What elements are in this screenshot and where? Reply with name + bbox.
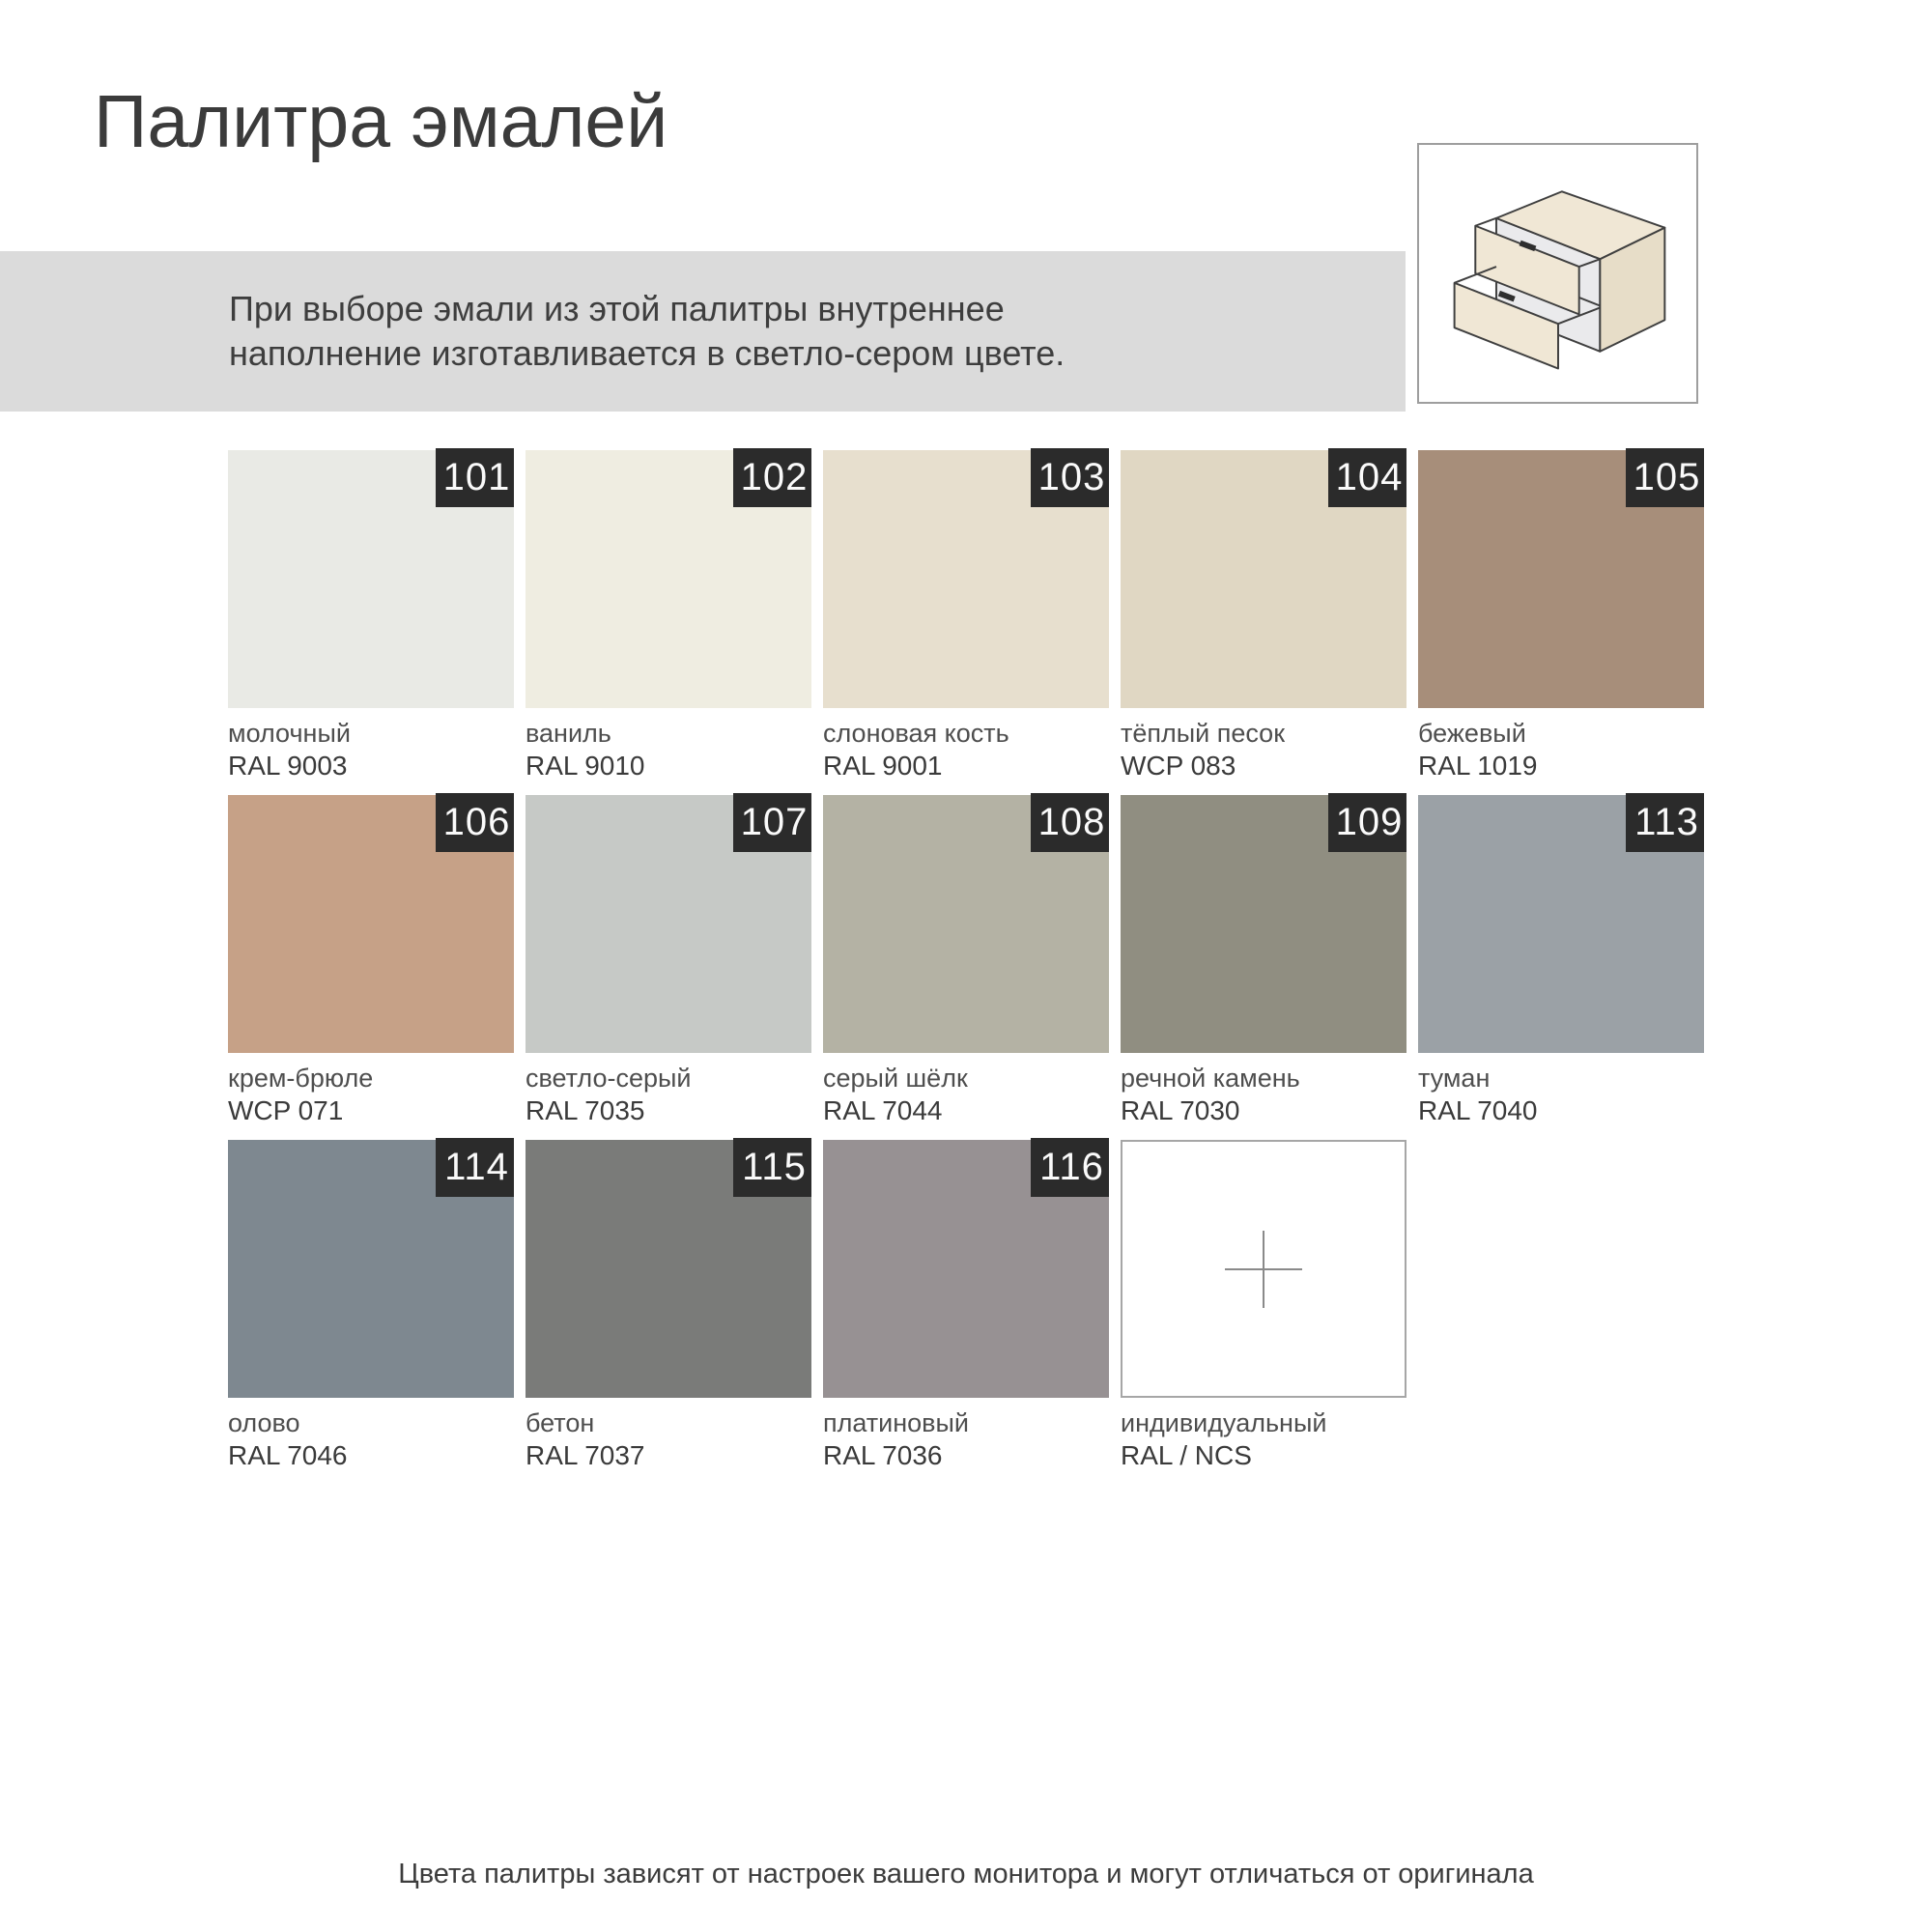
swatch-number-badge: 103 xyxy=(1031,448,1109,507)
swatch-number-badge: 116 xyxy=(1031,1138,1109,1197)
swatch-name: ваниль xyxy=(526,719,611,748)
swatch-code: RAL 7044 xyxy=(823,1095,943,1125)
swatch-cell-116 xyxy=(823,1140,1109,1472)
color-swatch xyxy=(1121,450,1406,708)
plus-icon xyxy=(1263,1231,1264,1308)
swatch-cell-114 xyxy=(228,1140,514,1472)
swatch-cell-104 xyxy=(1121,450,1406,782)
swatch-number-badge: 104 xyxy=(1328,448,1406,507)
color-swatch xyxy=(823,450,1109,708)
color-swatch xyxy=(526,795,811,1053)
swatch-code: RAL 9001 xyxy=(823,751,943,781)
swatch-name: крем-брюле xyxy=(228,1064,374,1093)
swatch-name: молочный xyxy=(228,719,351,748)
swatch-name: туман xyxy=(1418,1064,1491,1093)
info-banner-line2: наполнение изготавливается в светло-сером цвете. xyxy=(229,333,1065,373)
swatch-code: RAL 7040 xyxy=(1418,1095,1538,1125)
swatch-cell-115 xyxy=(526,1140,811,1472)
swatch-name: индивидуальный xyxy=(1121,1408,1327,1437)
swatch-number-badge: 113 xyxy=(1626,793,1704,852)
swatch-number-badge: 106 xyxy=(436,793,514,852)
swatch-number-badge: 107 xyxy=(733,793,811,852)
swatch-name: серый шёлк xyxy=(823,1064,968,1093)
color-swatch xyxy=(823,1140,1109,1398)
swatch-code: RAL 7030 xyxy=(1121,1095,1240,1125)
color-swatch xyxy=(228,795,514,1053)
swatch-cell-105 xyxy=(1418,450,1704,782)
swatch-code: RAL 7036 xyxy=(823,1440,943,1470)
info-banner xyxy=(0,251,1406,412)
drawer-cabinet-icon xyxy=(1419,145,1696,402)
swatch-code: RAL / NCS xyxy=(1121,1440,1252,1470)
swatch-cell-108 xyxy=(823,795,1109,1127)
swatch-number-badge: 108 xyxy=(1031,793,1109,852)
swatch-number-badge: 115 xyxy=(733,1138,811,1197)
color-swatch xyxy=(526,1140,811,1398)
page-title: Палитра эмалей xyxy=(94,80,668,163)
swatch-cell-101 xyxy=(228,450,514,782)
swatch-cell-custom xyxy=(1121,1140,1406,1472)
swatch-cell-103 xyxy=(823,450,1109,782)
swatch-cell-113 xyxy=(1418,795,1704,1127)
swatch-name: бежевый xyxy=(1418,719,1526,748)
color-swatch xyxy=(1418,795,1704,1053)
swatch-code: RAL 1019 xyxy=(1418,751,1538,781)
swatch-name: бетон xyxy=(526,1408,595,1437)
swatch-number-badge: 109 xyxy=(1328,793,1406,852)
swatch-code: RAL 9003 xyxy=(228,751,348,781)
swatch-code: WCP 071 xyxy=(228,1095,344,1125)
swatch-cell-102 xyxy=(526,450,811,782)
swatch-code: RAL 9010 xyxy=(526,751,645,781)
swatch-code: WCP 083 xyxy=(1121,751,1236,781)
swatch-name: олово xyxy=(228,1408,300,1437)
swatch-cell-106 xyxy=(228,795,514,1127)
swatch-name: речной камень xyxy=(1121,1064,1300,1093)
drawer-cabinet-illustration xyxy=(1417,143,1698,404)
swatch-number-badge: 114 xyxy=(436,1138,514,1197)
color-swatch xyxy=(228,1140,514,1398)
swatch-code: RAL 7037 xyxy=(526,1440,645,1470)
swatch-cell-107 xyxy=(526,795,811,1127)
color-swatch xyxy=(228,450,514,708)
swatch-number-badge: 102 xyxy=(733,448,811,507)
swatch-grid xyxy=(228,450,1704,1472)
swatch-number-badge: 101 xyxy=(436,448,514,507)
swatch-cell-109 xyxy=(1121,795,1406,1127)
color-swatch xyxy=(1418,450,1704,708)
swatch-name: слоновая кость xyxy=(823,719,1009,748)
color-swatch xyxy=(1121,795,1406,1053)
custom-color-box xyxy=(1121,1140,1406,1398)
color-swatch xyxy=(526,450,811,708)
swatch-name: светло-серый xyxy=(526,1064,692,1093)
footer-note: Цвета палитры зависят от настроек вашего монитора и могут отличаться от оригинала xyxy=(398,1859,1534,1889)
info-banner-text xyxy=(229,287,1065,376)
swatch-number-badge: 105 xyxy=(1626,448,1704,507)
swatch-name: тёплый песок xyxy=(1121,719,1286,748)
info-banner-line1: При выборе эмали из этой палитры внутреннее xyxy=(229,289,1005,328)
color-swatch xyxy=(823,795,1109,1053)
swatch-code: RAL 7035 xyxy=(526,1095,645,1125)
swatch-code: RAL 7046 xyxy=(228,1440,348,1470)
swatch-name: платиновый xyxy=(823,1408,970,1437)
